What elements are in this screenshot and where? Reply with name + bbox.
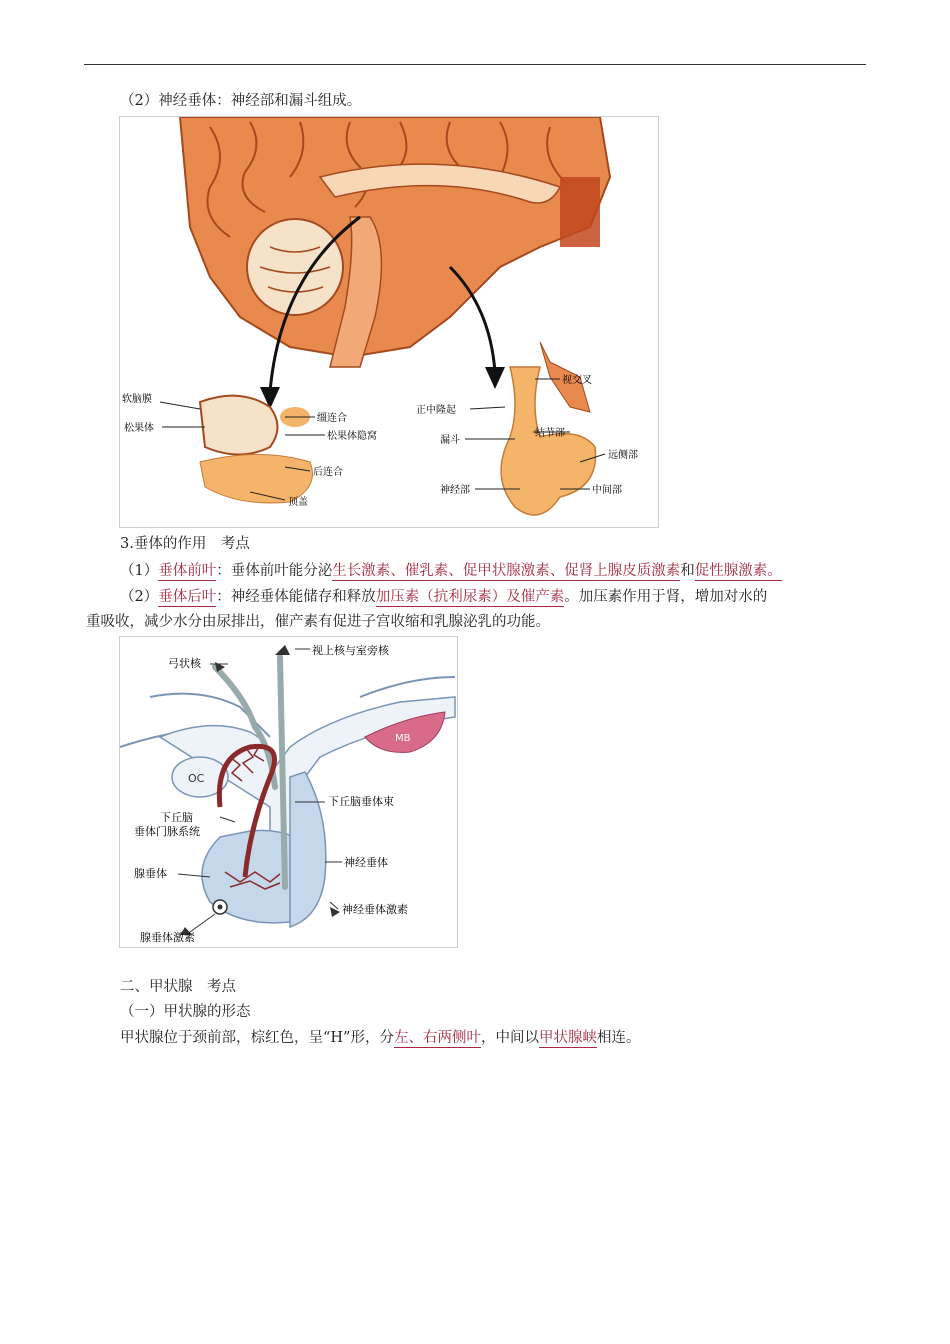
fig2-label-adeno: 腺垂体 <box>134 867 167 880</box>
posterior-pituitary-shape <box>290 772 326 927</box>
brain-sagittal-figure <box>119 116 659 528</box>
fig2-label-adeno-hormone: 腺垂体激素 <box>140 931 195 944</box>
fig2-label-portal-2: 垂体门脉系统 <box>134 825 200 838</box>
function-posterior-cont: 重吸收，减少水分由尿排出，催产素有促进子宫收缩和乳腺泌乳的功能。 <box>86 614 550 630</box>
fig2-label-mb: MB <box>395 733 411 744</box>
fig2-label-portal-1: 下丘脑 <box>160 811 193 824</box>
fig1-label-pars-nervosa: 神经部 <box>440 485 470 496</box>
fig1-label-pars-distalis: 远侧部 <box>608 450 638 461</box>
fig1-label-pars-tuberalis: 结节部 <box>535 428 565 439</box>
hypothalamic-pituitary-figure <box>119 636 458 948</box>
fig1-label-posterior-commissure: 后连合 <box>313 467 343 478</box>
posterior-hormones: 加压素（抗利尿素）及催产素 <box>375 589 565 605</box>
fig1-label-pia: 软脑膜 <box>122 394 152 405</box>
fig1-label-median-eminence: 正中隆起 <box>416 405 456 416</box>
function-heading: 3.垂体的作用 考点 <box>120 536 250 552</box>
fig1-label-pars-intermedia: 中间部 <box>592 485 622 496</box>
term-posterior-lobe: 垂体后叶 <box>158 589 217 605</box>
thyroid-heading: 二、甲状腺 考点 <box>120 979 236 995</box>
fig1-label-optic-chiasm: 视交叉 <box>562 375 592 386</box>
fig1-label-habenular: 缰连合 <box>317 413 347 424</box>
fig1-label-infundibulum: 漏斗 <box>440 435 460 446</box>
header-rule <box>84 64 866 65</box>
thyroid-subheading: （一）甲状腺的形态 <box>120 1004 251 1020</box>
fig2-label-arcuate: 弓状核 <box>168 657 201 670</box>
gonadotropin: 促性腺激素。 <box>694 563 782 579</box>
function-anterior-line: （1）垂体前叶：垂体前叶能分泌生长激素、催乳素、促甲状腺激素、促肾上腺皮质激素和促性腺激素。 <box>120 563 782 579</box>
fig2-label-neuro: 神经垂体 <box>344 856 388 869</box>
fig2-label-oc: OC <box>188 772 205 785</box>
section-neurohypophysis: （2）神经垂体：神经部和漏斗组成。 <box>120 93 362 109</box>
fig1-label-pineal: 松果体 <box>124 423 154 434</box>
thyroid-lobes: 左、右两侧叶 <box>393 1030 481 1046</box>
term-anterior-lobe: 垂体前叶 <box>158 563 217 579</box>
thyroid-description: 甲状腺位于颈前部，棕红色，呈“H”形，分左、右两侧叶，中间以甲状腺峡相连。 <box>120 1030 641 1046</box>
fig2-label-tract: 下丘脑垂体束 <box>328 795 394 808</box>
fig2-label-supraoptic: 视上核与室旁核 <box>312 644 389 657</box>
fig2-label-neuro-hormone: 神经垂体激素 <box>342 903 408 916</box>
pineal-inset-shape <box>200 396 278 455</box>
anterior-hormones: 生长激素、催乳素、促甲状腺激素、促肾上腺皮质激素 <box>332 563 681 579</box>
fig1-label-pineal-recess: 松果体隐窝 <box>327 431 377 442</box>
fig1-label-tectum: 顶盖 <box>288 497 308 508</box>
thyroid-isthmus: 甲状腺峡 <box>538 1030 597 1046</box>
cerebrum-shape <box>180 117 610 357</box>
function-posterior-line: （2）垂体后叶：神经垂体能储存和释放加压素（抗利尿素）及催产素。加压素作用于肾，增加对水的 <box>120 589 768 605</box>
